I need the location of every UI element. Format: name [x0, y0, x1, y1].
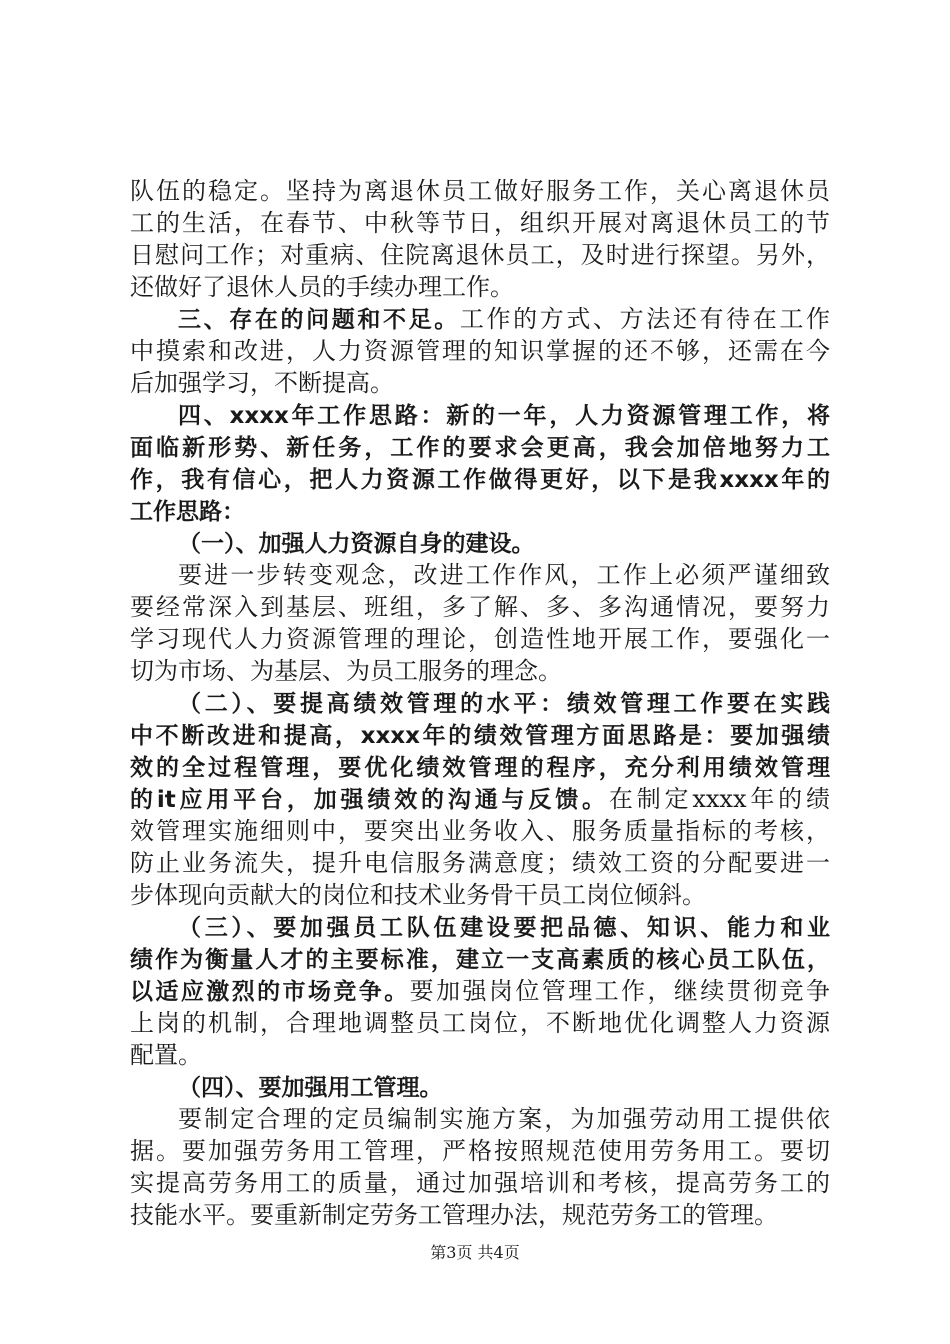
text-line: 上岗的机制，合理地调整员工岗位，不断地优化调整人力资源: [130, 1009, 830, 1037]
text-line: 据。要加强劳务用工管理，严格按照规范使用劳务用工。要切: [130, 1137, 830, 1165]
text-line: [130, 719, 830, 751]
text-line: [130, 495, 830, 527]
bold-text: 面临新形势、新任务，工作的要求会更高，我会加倍地努力工: [130, 435, 830, 461]
bold-text: 工作思路：: [130, 499, 245, 525]
text-line: [130, 975, 830, 1007]
text-line: 切为市场、为基层、为员工服务的理念。: [130, 657, 562, 685]
text-line: 配置。: [130, 1041, 202, 1069]
text-line: [130, 751, 830, 783]
text-line: [130, 1071, 830, 1103]
text-line: 后加强学习，不断提高。: [130, 369, 394, 397]
text-line: 队伍的稳定。坚持为离退休员工做好服务工作，关心离退休员: [130, 177, 830, 205]
normal-text: 要加强岗位管理工作，继续贯彻竞争: [409, 977, 831, 1005]
normal-text: 在制定xxxx年的绩: [608, 785, 830, 813]
text-line: 要进一步转变观念，改进工作作风，工作上必须严谨细致: [178, 561, 830, 589]
text-line: [130, 463, 830, 495]
document-body: [130, 175, 830, 1231]
text-line: 还做好了退休人员的手续办理工作。: [130, 273, 514, 301]
text-line: [130, 943, 830, 975]
text-line: [130, 911, 830, 943]
text-line: 中摸索和改进，人力资源管理的知识掌握的还不够，还需在今: [130, 337, 830, 365]
bold-text: 作，我有信心，把人力资源工作做得更好，以下是我xxxx年的: [130, 467, 830, 493]
text-line: [130, 431, 830, 463]
text-line: [130, 527, 830, 559]
bold-text: （二）、要提高绩效管理的水平：绩效管理工作要在实践: [178, 691, 830, 717]
normal-text: 工作的方式、方法还有待在工作: [459, 305, 830, 333]
bold-text: 的it应用平台，加强绩效的沟通与反馈。: [130, 787, 609, 813]
text-line: 防止业务流失，提升电信服务满意度；绩效工资的分配要进一: [130, 849, 830, 877]
page-number-footer: 第3页 共4页: [430, 1243, 520, 1262]
text-line: [130, 303, 830, 335]
text-line: [130, 687, 830, 719]
text-line: 学习现代人力资源管理的理论，创造性地开展工作，要强化一: [130, 625, 830, 653]
bold-text: 效的全过程管理，要优化绩效管理的程序，充分利用绩效管理: [130, 755, 830, 781]
bold-text: 以适应激烈的市场竞争。: [130, 979, 410, 1005]
text-line: 工的生活，在春节、中秋等节日，组织开展对离退休员工的节: [130, 209, 830, 237]
text-line: [130, 399, 830, 431]
bold-text: （四）、要加强用工管理。: [178, 1075, 443, 1101]
text-line: 要经常深入到基层、班组，多了解、多、多沟通情况，要努力: [130, 593, 830, 621]
bold-text: （三）、要加强员工队伍建设要把品德、知识、能力和业: [178, 915, 830, 941]
bold-text: 三、存在的问题和不足。: [178, 307, 460, 333]
bold-text: （一）、加强人力资源自身的建设。: [178, 531, 535, 557]
text-line: [130, 783, 830, 815]
text-line: 日慰问工作；对重病、住院离退休员工，及时进行探望。另外，: [130, 241, 830, 269]
bold-text: 绩作为衡量人才的主要标准，建立一支高素质的核心员工队伍，: [130, 947, 830, 973]
text-line: 步体现向贡献大的岗位和技术业务骨干员工岗位倾斜。: [130, 881, 706, 909]
bold-text: 四、xxxx年工作思路：新的一年，人力资源管理工作，将: [178, 403, 830, 429]
text-line: 效管理实施细则中，要突出业务收入、服务质量指标的考核，: [130, 817, 830, 845]
text-line: 技能水平。要重新制定劳务工管理办法，规范劳务工的管理。: [130, 1201, 778, 1229]
text-line: 实提高劳务用工的质量，通过加强培训和考核，提高劳务工的: [130, 1169, 830, 1197]
text-line: 要制定合理的定员编制实施方案，为加强劳动用工提供依: [178, 1105, 830, 1133]
bold-text: 中不断改进和提高，xxxx年的绩效管理方面思路是：要加强绩: [130, 723, 830, 749]
